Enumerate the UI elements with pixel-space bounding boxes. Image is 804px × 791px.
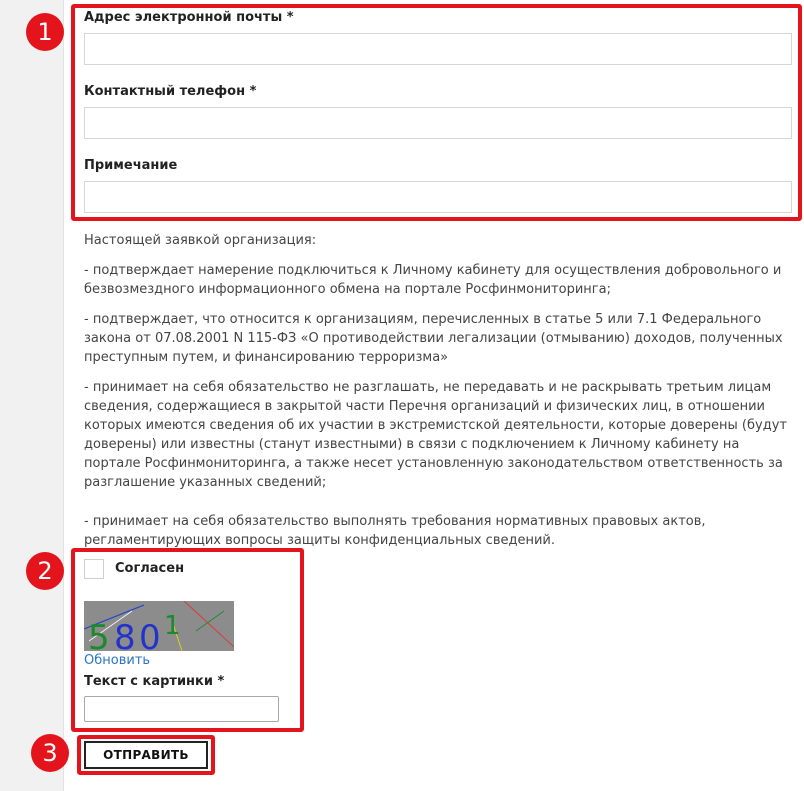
consent-label: Согласен xyxy=(115,561,185,576)
left-gutter xyxy=(0,0,64,791)
highlight-box-contact-fields xyxy=(71,4,802,221)
phone-label: Контактный телефон * xyxy=(84,84,257,99)
captcha-char: 0 xyxy=(139,618,161,651)
step-badge-3: 3 xyxy=(31,734,69,772)
captcha-input-label: Текст с картинки * xyxy=(84,674,225,689)
captcha-char: 5 xyxy=(88,618,110,651)
email-label: Адрес электронной почты * xyxy=(84,10,294,25)
captcha-char: 1 xyxy=(164,611,181,641)
highlight-box-consent-captcha xyxy=(71,548,304,732)
note-label: Примечание xyxy=(84,158,178,173)
highlight-box-submit xyxy=(77,735,215,775)
captcha-char: 8 xyxy=(114,618,136,651)
terms-item: - принимает на себя обязательство не разглашать, не передавать и не раскрывать третьим лицам сведения, содержащиеся в закрытой части Перечня организаций и физических лиц, в отношении которых имеются сведения об их участии в экстремистской деятельности, которые доверены (будут доверены) или известны (станут известными) в связи с подключением к Личному кабинету на портале Росфинмониторинга, а также несет установленную законодательством ответственность за разглашение указанных сведений; xyxy=(84,380,787,490)
captcha-refresh-link[interactable]: Обновить xyxy=(84,653,151,668)
submit-button[interactable]: ОТПРАВИТЬ xyxy=(84,741,208,769)
terms-intro: Настоящей заявкой организация: xyxy=(84,233,317,248)
terms-item: - подтверждает намерение подключиться к Личному кабинету для осуществления добровольного и безвозмездного информационного обмена на портале Росфинмониторинга; xyxy=(84,263,782,297)
step-badge-1: 1 xyxy=(26,13,64,51)
terms-item: - подтверждает, что относится к организациям, перечисленных в статье 5 или 7.1 Федерального закона от 07.08.2001 N 115-ФЗ «О противодействии легализации (отмыванию) доходов, полученных преступным путем, и финансированию терроризма» xyxy=(84,312,783,365)
step-badge-2: 2 xyxy=(26,552,64,590)
terms-item: - принимает на себя обязательство выполнять требования нормативных правовых актов, регламентирующих вопросы защиты конфиденциальных сведений. xyxy=(84,514,706,548)
